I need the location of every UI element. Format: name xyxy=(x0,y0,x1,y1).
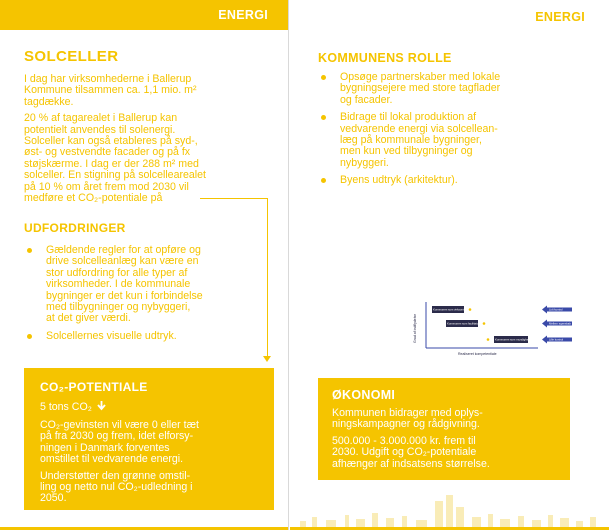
economy-paragraph-2: 500.000 - 3.000.000 kr. frem til 2030. Udgift og CO₂-potentiale afhænger af indsatsens størrelse. xyxy=(332,434,490,470)
economy-paragraph-1: Kommunen bidrager med oplys- ningskampagner og rådgivning. xyxy=(332,407,483,431)
roles-list xyxy=(318,72,588,193)
solceller-intro xyxy=(24,74,274,209)
arrow-down-icon xyxy=(97,401,106,411)
diagram-arrow-3-label: Lille kontrol xyxy=(549,337,564,342)
diagram-arrow-2-label: Mellem egenskab xyxy=(549,321,571,326)
diagram-box-1-label: Kommunen som virksomhed xyxy=(433,307,469,312)
intro-paragraph-2: 20 % af tagarealet i Ballerup kan potentielt anvendes til solenergi. Solceller kan også etableres på syd-, øst- og vestvendte facader og på fx støjskærme. I dag er der 288 m² med solceller. En stigning på solcellearealet på 10 % om året frem mod 2030 vil medføre et CO₂-potentiale på xyxy=(24,112,206,205)
left-header-title: ENERGI xyxy=(218,8,268,22)
challenges-title: UDFORDRINGER xyxy=(24,221,126,235)
diagram-box-2-label: Kommunen som facilitator xyxy=(447,321,480,326)
co2-box-title: CO₂-POTENTIALE xyxy=(40,380,148,394)
diagram-box-3-label: Kommunen som myndighed xyxy=(495,337,530,342)
role-diagram xyxy=(408,298,588,366)
diagram-arrow-1-label: Lidt kontrol xyxy=(549,307,563,312)
right-panel xyxy=(290,0,609,530)
economy-box xyxy=(318,378,570,480)
connector-arrow-icon xyxy=(263,356,271,362)
left-header-bar xyxy=(0,0,288,30)
left-panel xyxy=(0,0,289,530)
challenges-list xyxy=(24,245,269,348)
city-skyline-illustration xyxy=(290,493,609,527)
co2-paragraph-2: Understøtter den grønne omstil- ling og netto nul CO₂-udledning i 2050. xyxy=(40,469,193,505)
intro-paragraph-1: I dag har virksomhederne i Ballerup Kommune tilsammen ca. 1,1 mio. m² tagdække. xyxy=(24,73,197,108)
co2-potential-box xyxy=(24,368,274,510)
role-item-1: Opsøge partnerskaber med lokale bygningsejere med store tagflader og facader. xyxy=(318,72,588,106)
diagram-x-label: Realiseret kompetentiale xyxy=(458,352,497,356)
right-header-bar xyxy=(290,0,609,30)
diagram-y-label: Grad af indflydelse xyxy=(413,313,417,343)
diagram-dot-1 xyxy=(469,308,472,311)
right-header-title: ENERGI xyxy=(535,10,585,24)
diagram-dot-2 xyxy=(483,322,486,325)
solceller-title: SOLCELLER xyxy=(24,48,119,65)
economy-box-title: ØKONOMI xyxy=(332,388,396,402)
co2-paragraph-1: CO₂-gevinsten vil være 0 eller tæt på fra 2030 og frem, idet elforsy- ningen i Danmark forventes omstillet til vedvarende energi. xyxy=(40,419,199,466)
kommunens-rolle-title: KOMMUNENS ROLLE xyxy=(318,51,452,65)
role-item-2: Bidrage til lokal produktion af vedvarende energi via solcellean- læg på kommunale bygninger, men kun ved tilbygninger og nybyggeri. xyxy=(318,112,588,169)
co2-amount: 5 tons CO₂ xyxy=(40,401,92,413)
connector-line-horizontal xyxy=(200,198,268,199)
economy-box-text xyxy=(332,408,556,470)
challenge-item-1: Gældende regler for at opføre og drive solcelleanlæg kan være en stor udfordring for alle typer af virksomheder. I de kommunale bygninger er det kun i forbindelse med tilbygninger og nybyggeri, at det giver værdi. xyxy=(24,245,269,325)
role-item-3: Byens udtryk (arkitektur). xyxy=(318,175,588,186)
co2-amount-row xyxy=(40,401,258,413)
challenge-item-2: Solcellernes visuelle udtryk. xyxy=(24,331,269,342)
co2-box-text xyxy=(40,420,258,505)
diagram-dot-3 xyxy=(487,338,490,341)
